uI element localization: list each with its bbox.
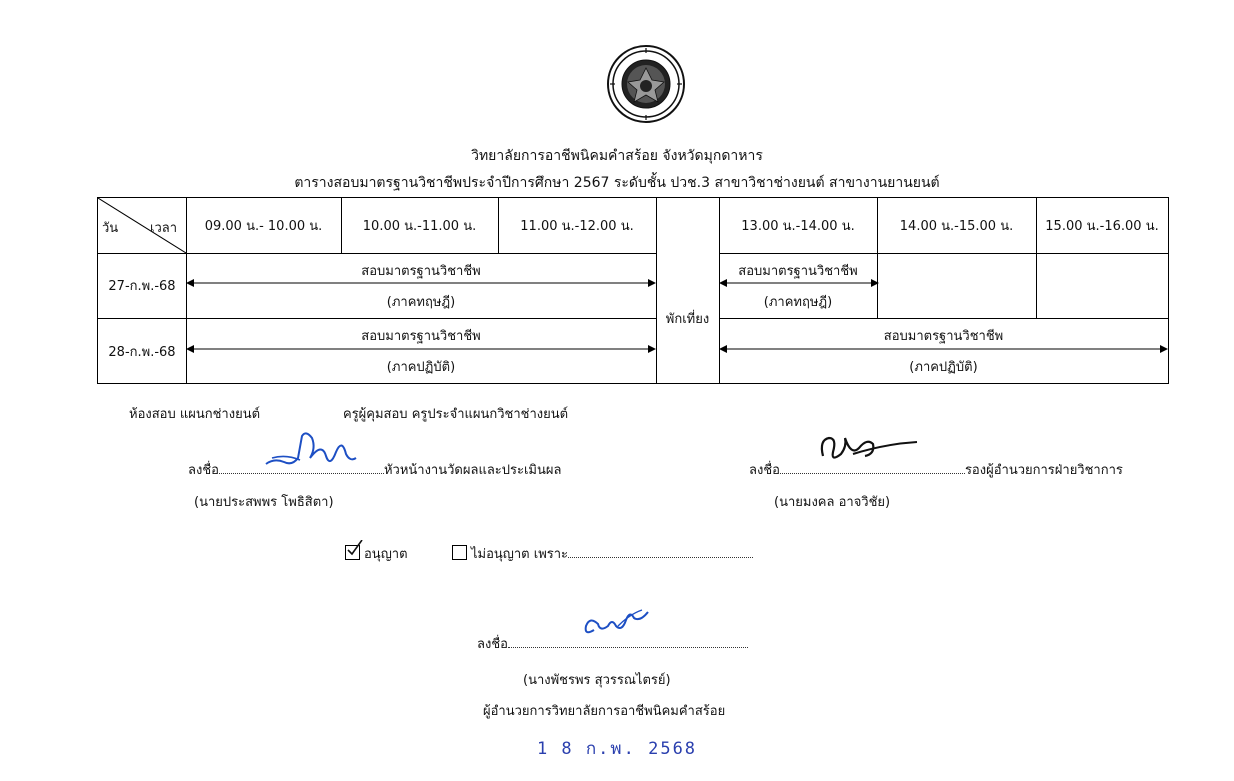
sign-prefix: ลงชื่อ (477, 637, 508, 652)
time-slot-header: 09.00 น.- 10.00 น. (204, 219, 323, 234)
college-seal-logo (606, 44, 686, 124)
right-signer-role: รองผู้อำนวยการฝ่ายวิชาการ (964, 463, 1123, 478)
approve-checkbox[interactable] (345, 545, 360, 560)
sign-prefix: ลงชื่อ (749, 463, 780, 478)
exam-title: สอบมาตรฐานวิชาชีพ (361, 264, 481, 279)
duration-arrow (719, 276, 879, 290)
corner-day-label: วัน (102, 221, 119, 236)
exam-schedule-table (97, 197, 1169, 384)
exam-type: (ภาคทฤษฎี) (386, 295, 456, 310)
signature-line-right (749, 459, 1123, 480)
corner-time-label: เวลา (150, 221, 178, 236)
exam-title: สอบมาตรฐานวิชาชีพ (883, 329, 1004, 344)
exam-proctor: ครูผู้คุมสอบ ครูประจำแผนกวิชาช่างยนต์ (343, 407, 569, 422)
deny-label: ไม่อนุญาต เพราะ (471, 547, 569, 562)
signature-line-left (188, 459, 561, 480)
time-slot-header: 10.00 น.-11.00 น. (362, 219, 477, 234)
exam-type: (ภาคปฏิบัติ) (386, 360, 456, 375)
exam-title: สอบมาตรฐานวิชาชีพ (361, 329, 481, 344)
left-signer-name: (นายประสพพร โพธิสิตา) (194, 495, 334, 510)
time-slot-header: 11.00 น.-12.00 น. (520, 219, 634, 234)
deny-option[interactable] (452, 543, 753, 564)
approve-option[interactable] (345, 543, 408, 564)
received-date-stamp: 1 8 ก.พ. 2568 (536, 739, 698, 759)
right-signer-name: (นายมงคล อาจวิชัย) (774, 495, 891, 510)
duration-arrow (719, 342, 1168, 356)
director-role: ผู้อำนวยการวิทยาลัยการอาชีพนิคมคำสร้อย (483, 704, 726, 719)
college-name: วิทยาลัยการอาชีพนิคมคำสร้อย จังหวัดมุกดาหาร (471, 148, 763, 164)
check-mark-icon (346, 540, 364, 558)
time-slot-header: 15.00 น.-16.00 น. (1045, 219, 1159, 234)
left-signer-role: หัวหน้างานวัดผลและประเมินผล (383, 463, 562, 478)
exam-room: ห้องสอบ แผนกช่างยนต์ (129, 407, 261, 422)
exam-title: สอบมาตรฐานวิชาชีพ (738, 264, 858, 279)
exam-type: (ภาคปฏิบัติ) (909, 360, 978, 375)
duration-arrow (186, 342, 656, 356)
schedule-title: ตารางสอบมาตรฐานวิชาชีพประจำปีการศึกษา 2567 ระดับชั้น ปวช.3 สาขาวิชาช่างยนต์ สาขางานยานยนต์ (294, 175, 940, 191)
deny-checkbox[interactable] (452, 545, 467, 560)
signature-line-director (477, 633, 748, 654)
lunch-break-cell: พักเที่ยง (665, 312, 710, 327)
sign-prefix: ลงชื่อ (188, 463, 219, 478)
row-date: 27-ก.พ.-68 (108, 279, 176, 294)
exam-type: (ภาคทฤษฎี) (763, 295, 833, 310)
time-slot-header: 14.00 น.-15.00 น. (899, 219, 1014, 234)
director-name: (นางพัชรพร สุวรรณไตรย์) (523, 673, 671, 688)
duration-arrow (186, 276, 656, 290)
row-date: 28-ก.พ.-68 (108, 344, 176, 360)
approve-label: อนุญาต (364, 547, 408, 562)
time-slot-header: 13.00 น.-14.00 น. (741, 219, 855, 234)
